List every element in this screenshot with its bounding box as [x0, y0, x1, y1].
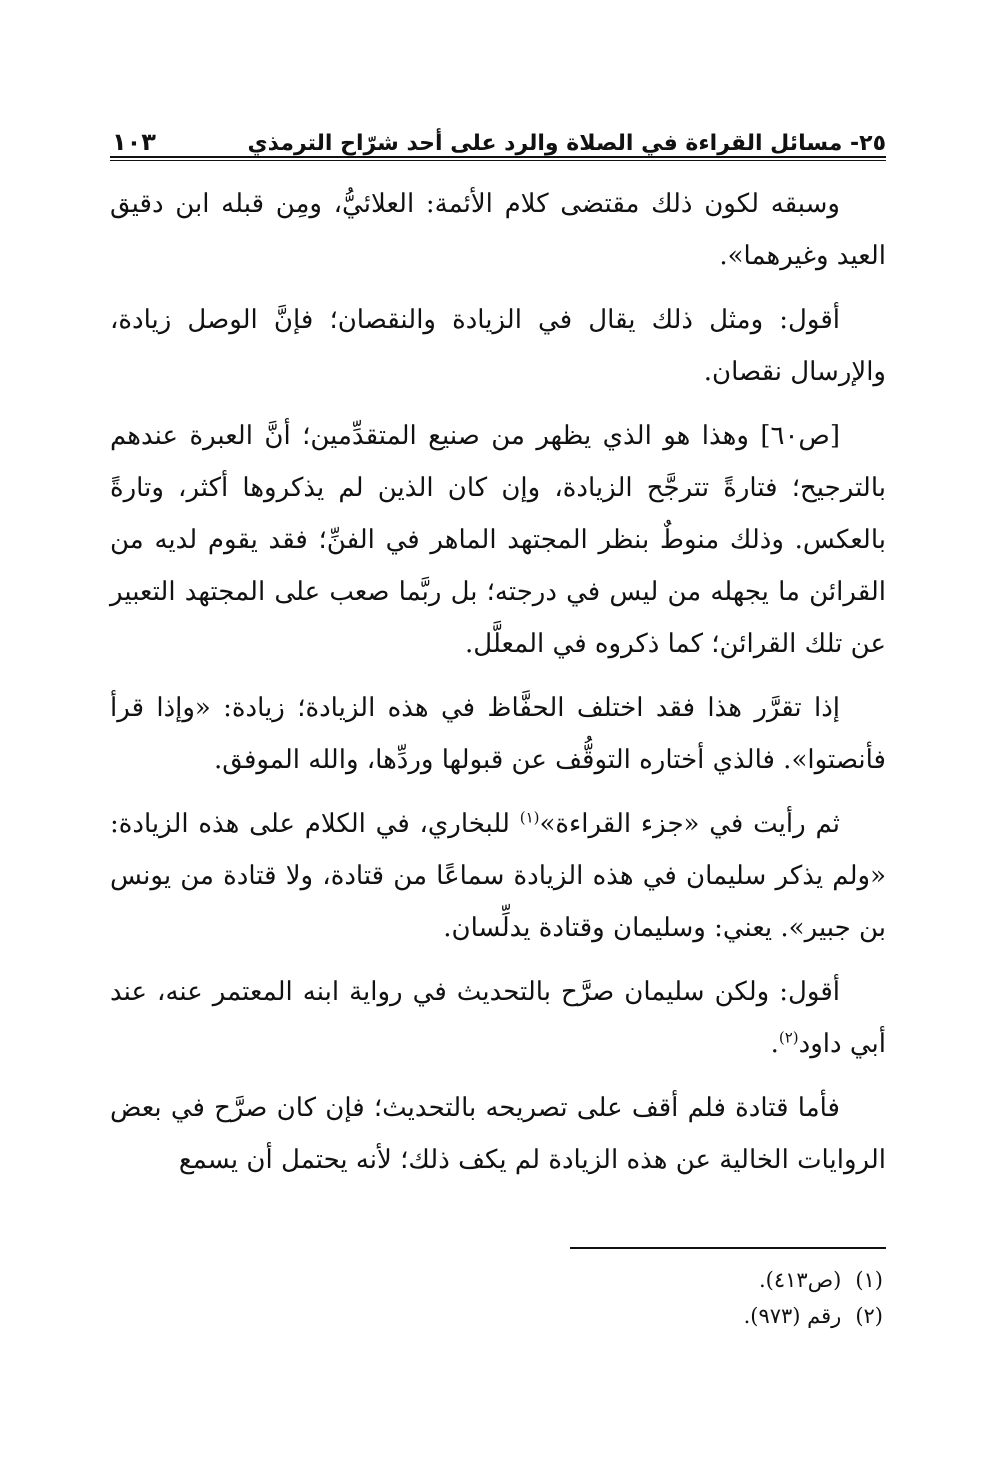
footnote [110, 1262, 883, 1298]
paragraph-text: . [770, 1029, 779, 1059]
footnote-ref: (٢) [778, 1028, 799, 1047]
paragraph [110, 966, 886, 1070]
paragraph-text: أقول: ولكن سليمان صرَّح بالتحديث في رواية ابنه المعتمر عنه، عند أبي داود [110, 977, 886, 1059]
body-text [110, 178, 886, 1198]
header-title: ٢٥- مسائل القراءة في الصلاة والرد على أحد شرّاح الترمذي [247, 131, 886, 156]
footnote-text: رقم (٩٧٣). [743, 1304, 842, 1328]
footnote [110, 1298, 883, 1334]
paragraph: [ص٦٠] وهذا هو الذي يظهر من صنيع المتقدِّمين؛ أنَّ العبرة عندهم بالترجيح؛ فتارةً تترجَّح الزيادة، وإن كان الذين لم يذكروها أكثر، وتارةً بالعكس. وذلك منوطٌ بنظر المجتهد الماهر في الفنِّ؛ فقد يقوم لديه من القرائن ما يجهله من ليس في درجته؛ بل ربَّما صعب على المجتهد التعبير عن تلك القرائن؛ كما ذكروه في المعلَّل. [110, 421, 886, 659]
footnote-text: (ص٤١٣). [759, 1268, 842, 1292]
paragraph: فأما قتادة فلم أقف على تصريحه بالتحديث؛ فإن كان صرَّح في بعض الروايات الخالية عن هذه الزيادة لم يكف ذلك؛ لأنه يحتمل أن يسمع [110, 1093, 886, 1175]
page-number: ١٠٣ [112, 128, 156, 156]
paragraph-text: ثم رأيت في «جزء القراءة» [539, 809, 840, 839]
footnote-ref: (١) [519, 808, 540, 827]
running-header [112, 118, 886, 156]
footnote-number: (٢) [855, 1304, 883, 1328]
paragraph-text: للبخاري، في الكلام على هذه الزيادة: «ولم يذكر سليمان في هذه الزيادة سماعًا من قتادة، ولا قتادة من يونس بن جبير». يعني: وسليمان وقتادة يدلِّسان. [110, 809, 886, 943]
paragraph: وسبقه لكون ذلك مقتضى كلام الأئمة: العلائيُّ، ومِن قبله ابن دقيق العيد وغيرهما». [110, 189, 886, 271]
header-rule [110, 156, 886, 161]
paragraph: أقول: ومثل ذلك يقال في الزيادة والنقصان؛ فإنَّ الوصل زيادة، والإرسال نقصان. [110, 305, 886, 387]
paragraph [110, 798, 886, 954]
paragraph: إذا تقرَّر هذا فقد اختلف الحفَّاظ في هذه الزيادة؛ زيادة: «وإذا قرأ فأنصتوا». فالذي أختاره التوقُّف عن قبولها وردِّها، والله الموفق. [110, 693, 886, 775]
footnotes [110, 1262, 883, 1334]
footnote-number: (١) [855, 1268, 883, 1292]
footnote-rule [570, 1247, 886, 1249]
